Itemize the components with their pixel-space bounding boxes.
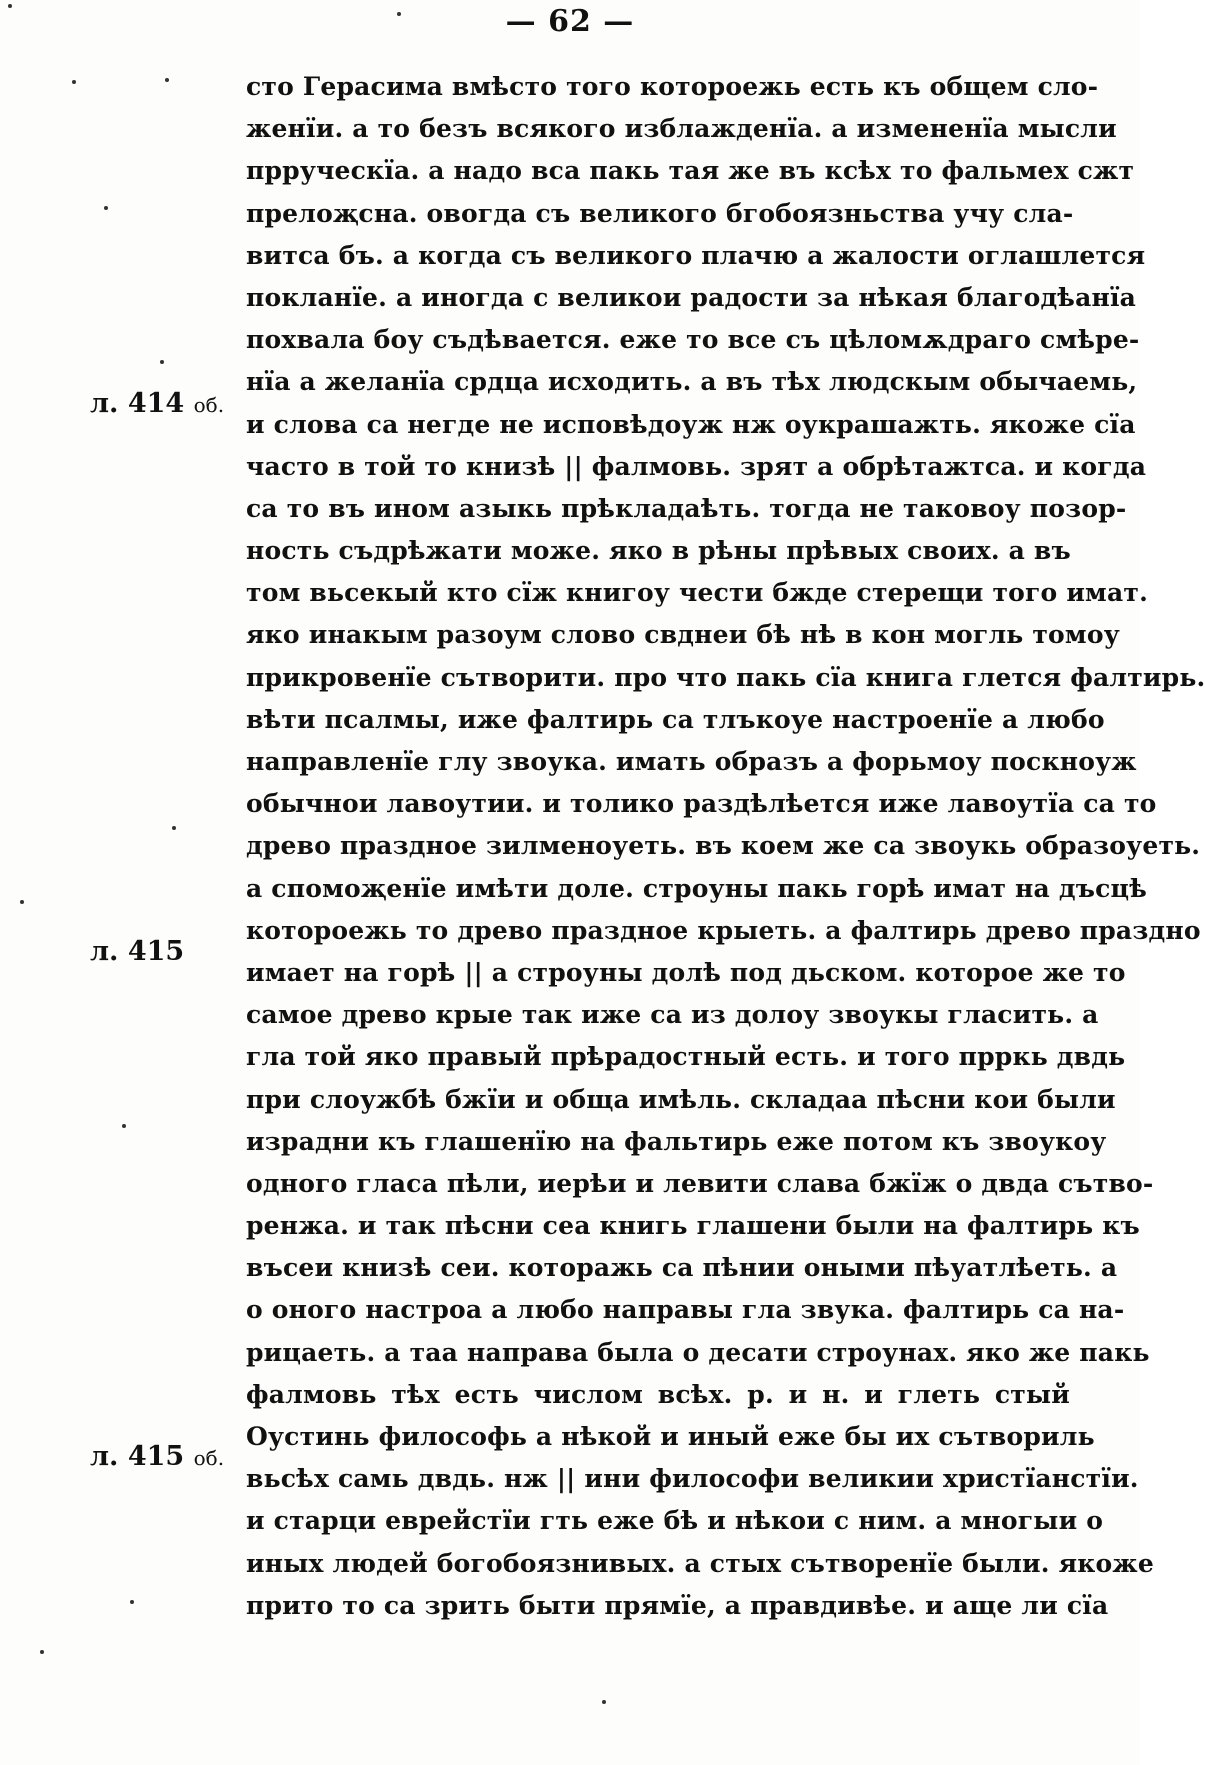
margin-note-label: л. 415 [90, 936, 185, 967]
scan-speck [160, 360, 164, 364]
margin-note-415 [90, 936, 184, 967]
margin-note-label: л. 415 [90, 1441, 185, 1472]
text-line: фалмовь тѣх есть числом всѣх. р. и н. и глеть стый [246, 1379, 1070, 1409]
scan-speck [397, 12, 401, 16]
text-line: иных людей богобоязнивых. а стых сътворенїе были. якоже [246, 1548, 1154, 1578]
margin-note-label: л. 414 [90, 388, 185, 419]
text-line: витса бъ. а когда съ великого плачю а жалости оглашлется [246, 240, 1146, 270]
text-line: похвала боу съдѣвается. еже то все съ цѣломѫдраго смѣре- [246, 325, 1140, 355]
text-line: прруческїа. а надо вса пакь тая же въ ксѣх то фальмех сжт [246, 156, 1135, 186]
margin-note-415ob [90, 1441, 224, 1472]
text-line: имает на горѣ || а строуны долѣ под дьском. котороe же то [246, 957, 1126, 987]
text-line: въсеи книзѣ сеи. которажь са пѣнии оными пѣуатлѣеть. а [246, 1253, 1118, 1283]
scan-speck [165, 78, 169, 82]
text-line: гла той яко правый прѣрадостный есть. и того прркь двдь [246, 1042, 1126, 1072]
text-line: древо праздное зилменоуеть. въ коем же са звоукь образоуеть. [246, 831, 1201, 861]
text-line: ренжа. и так пѣсни сеа книгь глашени были на фалтирь къ [246, 1211, 1140, 1241]
text-line: а спомоҗенїе имѣти доле. строуны пакь горѣ имат на дъсцѣ [246, 873, 1147, 903]
text-line: часто в той то книзѣ || фалмовь. зрят а обрѣтажтса. и когда [246, 451, 1147, 481]
scan-speck [104, 206, 108, 210]
text-line: при слоужбѣ бжїи и обща имѣль. складаа пѣсни кои были [246, 1084, 1116, 1114]
scan-speck [72, 80, 76, 84]
text-line: о оного настроа а любо направы гла звука. фалтирь са на- [246, 1295, 1125, 1325]
scan-speck [122, 1124, 126, 1128]
text-line: направленїе глу звоука. имать образъ а форьмоу поскноуж [246, 747, 1137, 776]
text-line: одного гласа пѣли, иерѣи и левити слава бжїж о двда сътво- [246, 1168, 1154, 1198]
text-line: и слова са негде не исповѣдоуж нж оукрашажть. якоже сїа [246, 409, 1136, 439]
scan-speck [130, 1600, 134, 1604]
scan-speck [20, 900, 24, 904]
margin-note-suffix: об. [193, 393, 225, 417]
text-line: ность съдрѣжати може. яко в рѣны прѣвых своих. а въ [246, 536, 1071, 566]
scan-speck [172, 826, 176, 830]
text-line: яко инакым разоум слово свднеи бѣ нѣ в кон могль томоу [246, 620, 1120, 650]
page-number: — 62 — [505, 4, 635, 39]
text-line: вѣти псалмы, иже фалтирь са тлъкоуе настроенїе а любо [246, 704, 1105, 734]
text-line: том вьсекый кто сїж книгоу чести бжде стерещи того имат. [246, 578, 1148, 608]
margin-note-414ob [90, 388, 224, 419]
body-text [246, 66, 1205, 1627]
margin-note-suffix: об. [193, 1446, 225, 1470]
scan-speck [8, 4, 12, 8]
scan-speck [40, 1650, 44, 1654]
text-line: рицаеть. а таа направа была о десати строунах. яко же пакь [246, 1337, 1150, 1367]
text-line: вьсѣх самь двдь. нж || ини философи великии христїанстїи. [246, 1464, 1139, 1494]
text-line: женїи. а то безъ всякого изблажденїа. а измененїа мысли [246, 114, 1117, 144]
text-line: прито то са зрить быти прямїе, а правдивѣе. и аще ли сїа [246, 1590, 1109, 1620]
text-line: обычнои лавоутии. и толико раздѣлѣется иже лавоутїа са то [246, 789, 1157, 819]
text-line: израдни къ глашенїю на фальтирь еже потом къ звоукоу [246, 1126, 1107, 1156]
text-line: прикровенїе сътворити. про что пакь сїа книга глется фалтирь. [246, 662, 1205, 692]
text-line: прелоҗсна. овогда съ великого бгобоязньства учу слa- [246, 198, 1074, 228]
text-line: самое древо крые так иже са из долоу звоукы гласить. а [246, 1000, 1099, 1030]
text-line: са то въ ином азыкь прѣкладаѣть. тогда не таковоу позор- [246, 493, 1127, 523]
text-line: нїа а желанїа срдца исходить. а въ тѣх людскым обычаемь, [246, 367, 1138, 397]
text-line: сто Герасима вмѣсто того котороежь есть къ общем сло- [246, 72, 1099, 101]
scan-speck [602, 1700, 606, 1704]
text-line: покланїе. а иногда с великои радости за нѣкая благодѣанїа [246, 282, 1137, 312]
text-line: Оустинь философь а нѣкой и иный еже бы их сътвориль [246, 1422, 1095, 1451]
text-line: котороежь то древо праздное крыеть. а фалтирь древо праздно [246, 915, 1201, 945]
text-line: и старци еврейстїи гть еже бѣ и нѣкои с ним. а многыи о [246, 1506, 1104, 1536]
